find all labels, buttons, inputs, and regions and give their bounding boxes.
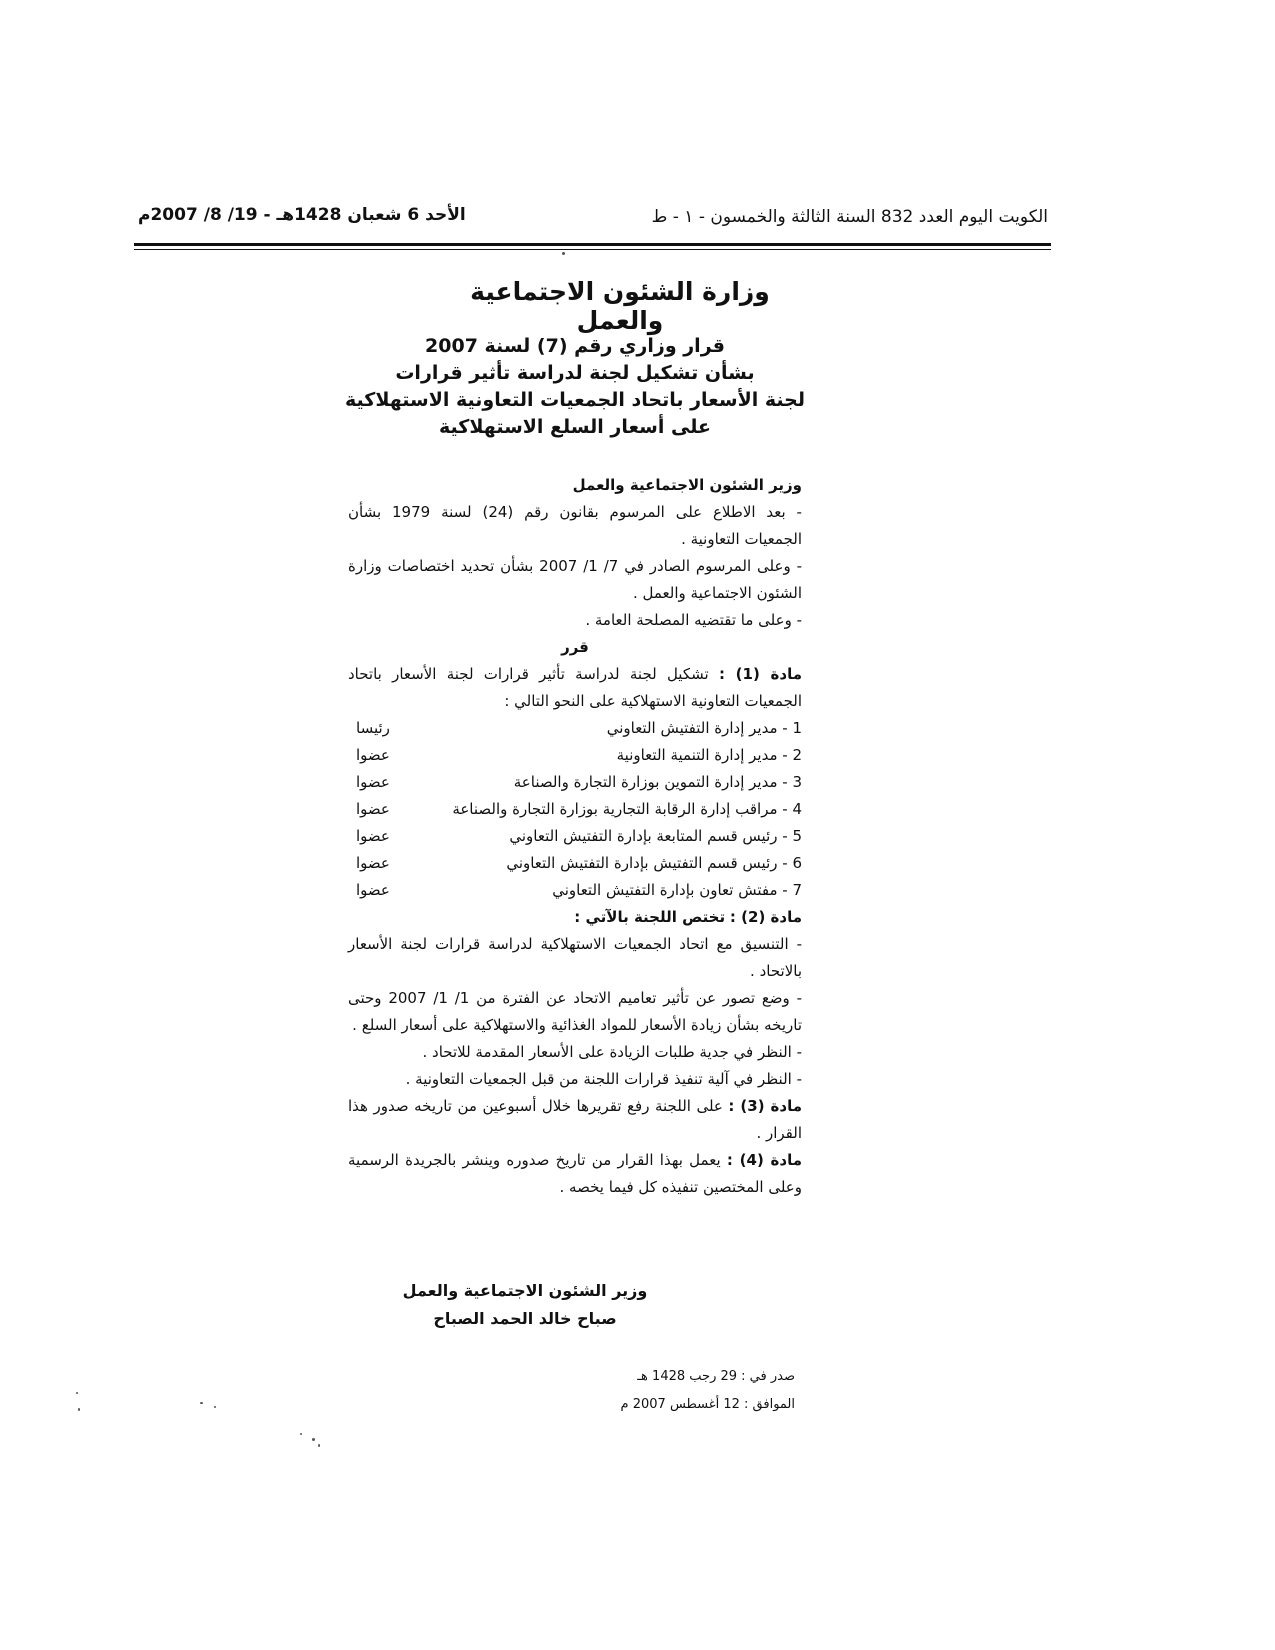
- scan-speck: [562, 252, 565, 255]
- header-rule-thick: [134, 243, 1051, 246]
- scan-speck: [214, 1406, 216, 1408]
- member-name: 7 - مفتش تعاون بإدارة التفتيش التعاوني: [552, 881, 802, 899]
- article-2-text: تختص اللجنة بالآتي :: [574, 908, 726, 926]
- article-4: [348, 1147, 802, 1201]
- article-2-item-2: - وضع تصور عن تأثير تعاميم الاتحاد عن الفترة من 1/ 1/ 2007 وحتى تاريخه بشأن زيادة الأسعار للمواد الغذائية والاستهلاكية على أسعار السلع .: [348, 989, 802, 1034]
- member-row: [348, 877, 802, 904]
- article-1-label: مادة (1) :: [718, 665, 802, 683]
- member-row: [348, 715, 802, 742]
- member-name: 1 - مدير إدارة التفتيش التعاوني: [606, 719, 802, 737]
- corresponding-date: الموافق : 12 أغسطس 2007 م: [620, 1397, 795, 1412]
- decree-title-line1: قرار وزاري رقم (7) لسنة 2007: [425, 335, 725, 357]
- scan-speck: [78, 1408, 80, 1411]
- member-row: [348, 796, 802, 823]
- article-2-item-1: - التنسيق مع اتحاد الجمعيات الاستهلاكية لدراسة قرارات لجنة الأسعار بالاتحاد .: [348, 935, 802, 980]
- article-2-item-3: - النظر في جدية طلبات الزيادة على الأسعار المقدمة للاتحاد .: [422, 1043, 802, 1061]
- article-3-label: مادة (3) :: [728, 1097, 802, 1115]
- signatory-title: وزير الشئون الاجتماعية والعمل: [402, 1281, 648, 1300]
- committee-members: [348, 715, 802, 904]
- header-issue-info: الكويت اليوم العدد 832 السنة الثالثة والخمسون - ١ - ط: [651, 207, 1048, 227]
- article-3-text: على اللجنة رفع تقريرها خلال أسبوعين من تاريخه صدور هذا القرار .: [348, 1097, 802, 1142]
- member-name: 3 - مدير إدارة التموين بوزارة التجارة والصناعة: [513, 773, 802, 791]
- running-header: [138, 203, 1048, 239]
- decree-title-line2: بشأن تشكيل لجنة لدراسة تأثير قرارات: [395, 362, 755, 384]
- article-1: [348, 661, 802, 715]
- member-row: [348, 742, 802, 769]
- member-name: 6 - رئيس قسم التفتيش بإدارة التفتيش التعاوني: [506, 854, 802, 872]
- signature-block: [375, 1277, 675, 1333]
- issued-date: صدر في : 29 رجب 1428 هـ: [637, 1369, 795, 1384]
- signatory-name: صباح خالد الحمد الصباح: [433, 1309, 617, 1328]
- member-role: عضوا: [356, 881, 390, 899]
- preamble-2: - وعلى المرسوم الصادر في 7/ 1/ 2007 بشأن تحديد اختصاصات وزارة الشئون الاجتماعية والعمل .: [348, 557, 802, 602]
- addressee: وزير الشئون الاجتماعية والعمل: [572, 476, 802, 494]
- article-2-label: مادة (2) :: [729, 908, 802, 926]
- preamble-3: - وعلى ما تقتضيه المصلحة العامة .: [585, 611, 802, 629]
- member-role: عضوا: [356, 827, 390, 845]
- issue-dates: [565, 1363, 795, 1419]
- scan-speck: [200, 1402, 203, 1404]
- decree-title-line3: لجنة الأسعار باتحاد الجمعيات التعاونية الاستهلاكية: [345, 389, 805, 411]
- scan-speck: [76, 1392, 78, 1394]
- member-row: [348, 850, 802, 877]
- scan-speck: [300, 1433, 302, 1435]
- decree-title-line4: على أسعار السلع الاستهلاكية: [439, 416, 711, 438]
- decree-body: [348, 472, 802, 1201]
- decree-title: [340, 333, 810, 441]
- member-row: [348, 823, 802, 850]
- member-name: 4 - مراقب إدارة الرقابة التجارية بوزارة التجارة والصناعة: [452, 800, 802, 818]
- article-3: [348, 1093, 802, 1147]
- member-role: عضوا: [356, 800, 390, 818]
- article-2: [348, 904, 802, 931]
- member-role: عضوا: [356, 854, 390, 872]
- scan-speck: [312, 1438, 315, 1441]
- article-1-text: تشكيل لجنة لدراسة تأثير قرارات لجنة الأسعار باتحاد الجمعيات التعاونية الاستهلاكية على النحو التالي :: [348, 665, 802, 710]
- header-rule-thin: [134, 249, 1051, 250]
- member-role: رئيسا: [356, 719, 390, 737]
- member-role: عضوا: [356, 746, 390, 764]
- member-role: عضوا: [356, 773, 390, 791]
- header-date: الأحد 6 شعبان 1428هـ - 19/ 8/ 2007م: [138, 205, 466, 225]
- member-name: 2 - مدير إدارة التنمية التعاونية: [616, 746, 802, 764]
- article-2-item-4: - النظر في آلية تنفيذ قرارات اللجنة من قبل الجمعيات التعاونية .: [405, 1070, 802, 1088]
- decided-heading: قرر: [561, 638, 589, 656]
- ministry-heading: وزارة الشئون الاجتماعية والعمل: [470, 277, 770, 335]
- member-name: 5 - رئيس قسم المتابعة بإدارة التفتيش التعاوني: [509, 827, 802, 845]
- article-4-label: مادة (4) :: [726, 1151, 803, 1169]
- member-row: [348, 769, 802, 796]
- preamble-1: - بعد الاطلاع على المرسوم بقانون رقم (24) لسنة 1979 بشأن الجمعيات التعاونية .: [348, 503, 802, 548]
- article-4-text: يعمل بهذا القرار من تاريخ صدوره وينشر بالجريدة الرسمية وعلى المختصين تنفيذه كل فيما يخصه .: [348, 1151, 802, 1196]
- scan-speck: [318, 1444, 320, 1447]
